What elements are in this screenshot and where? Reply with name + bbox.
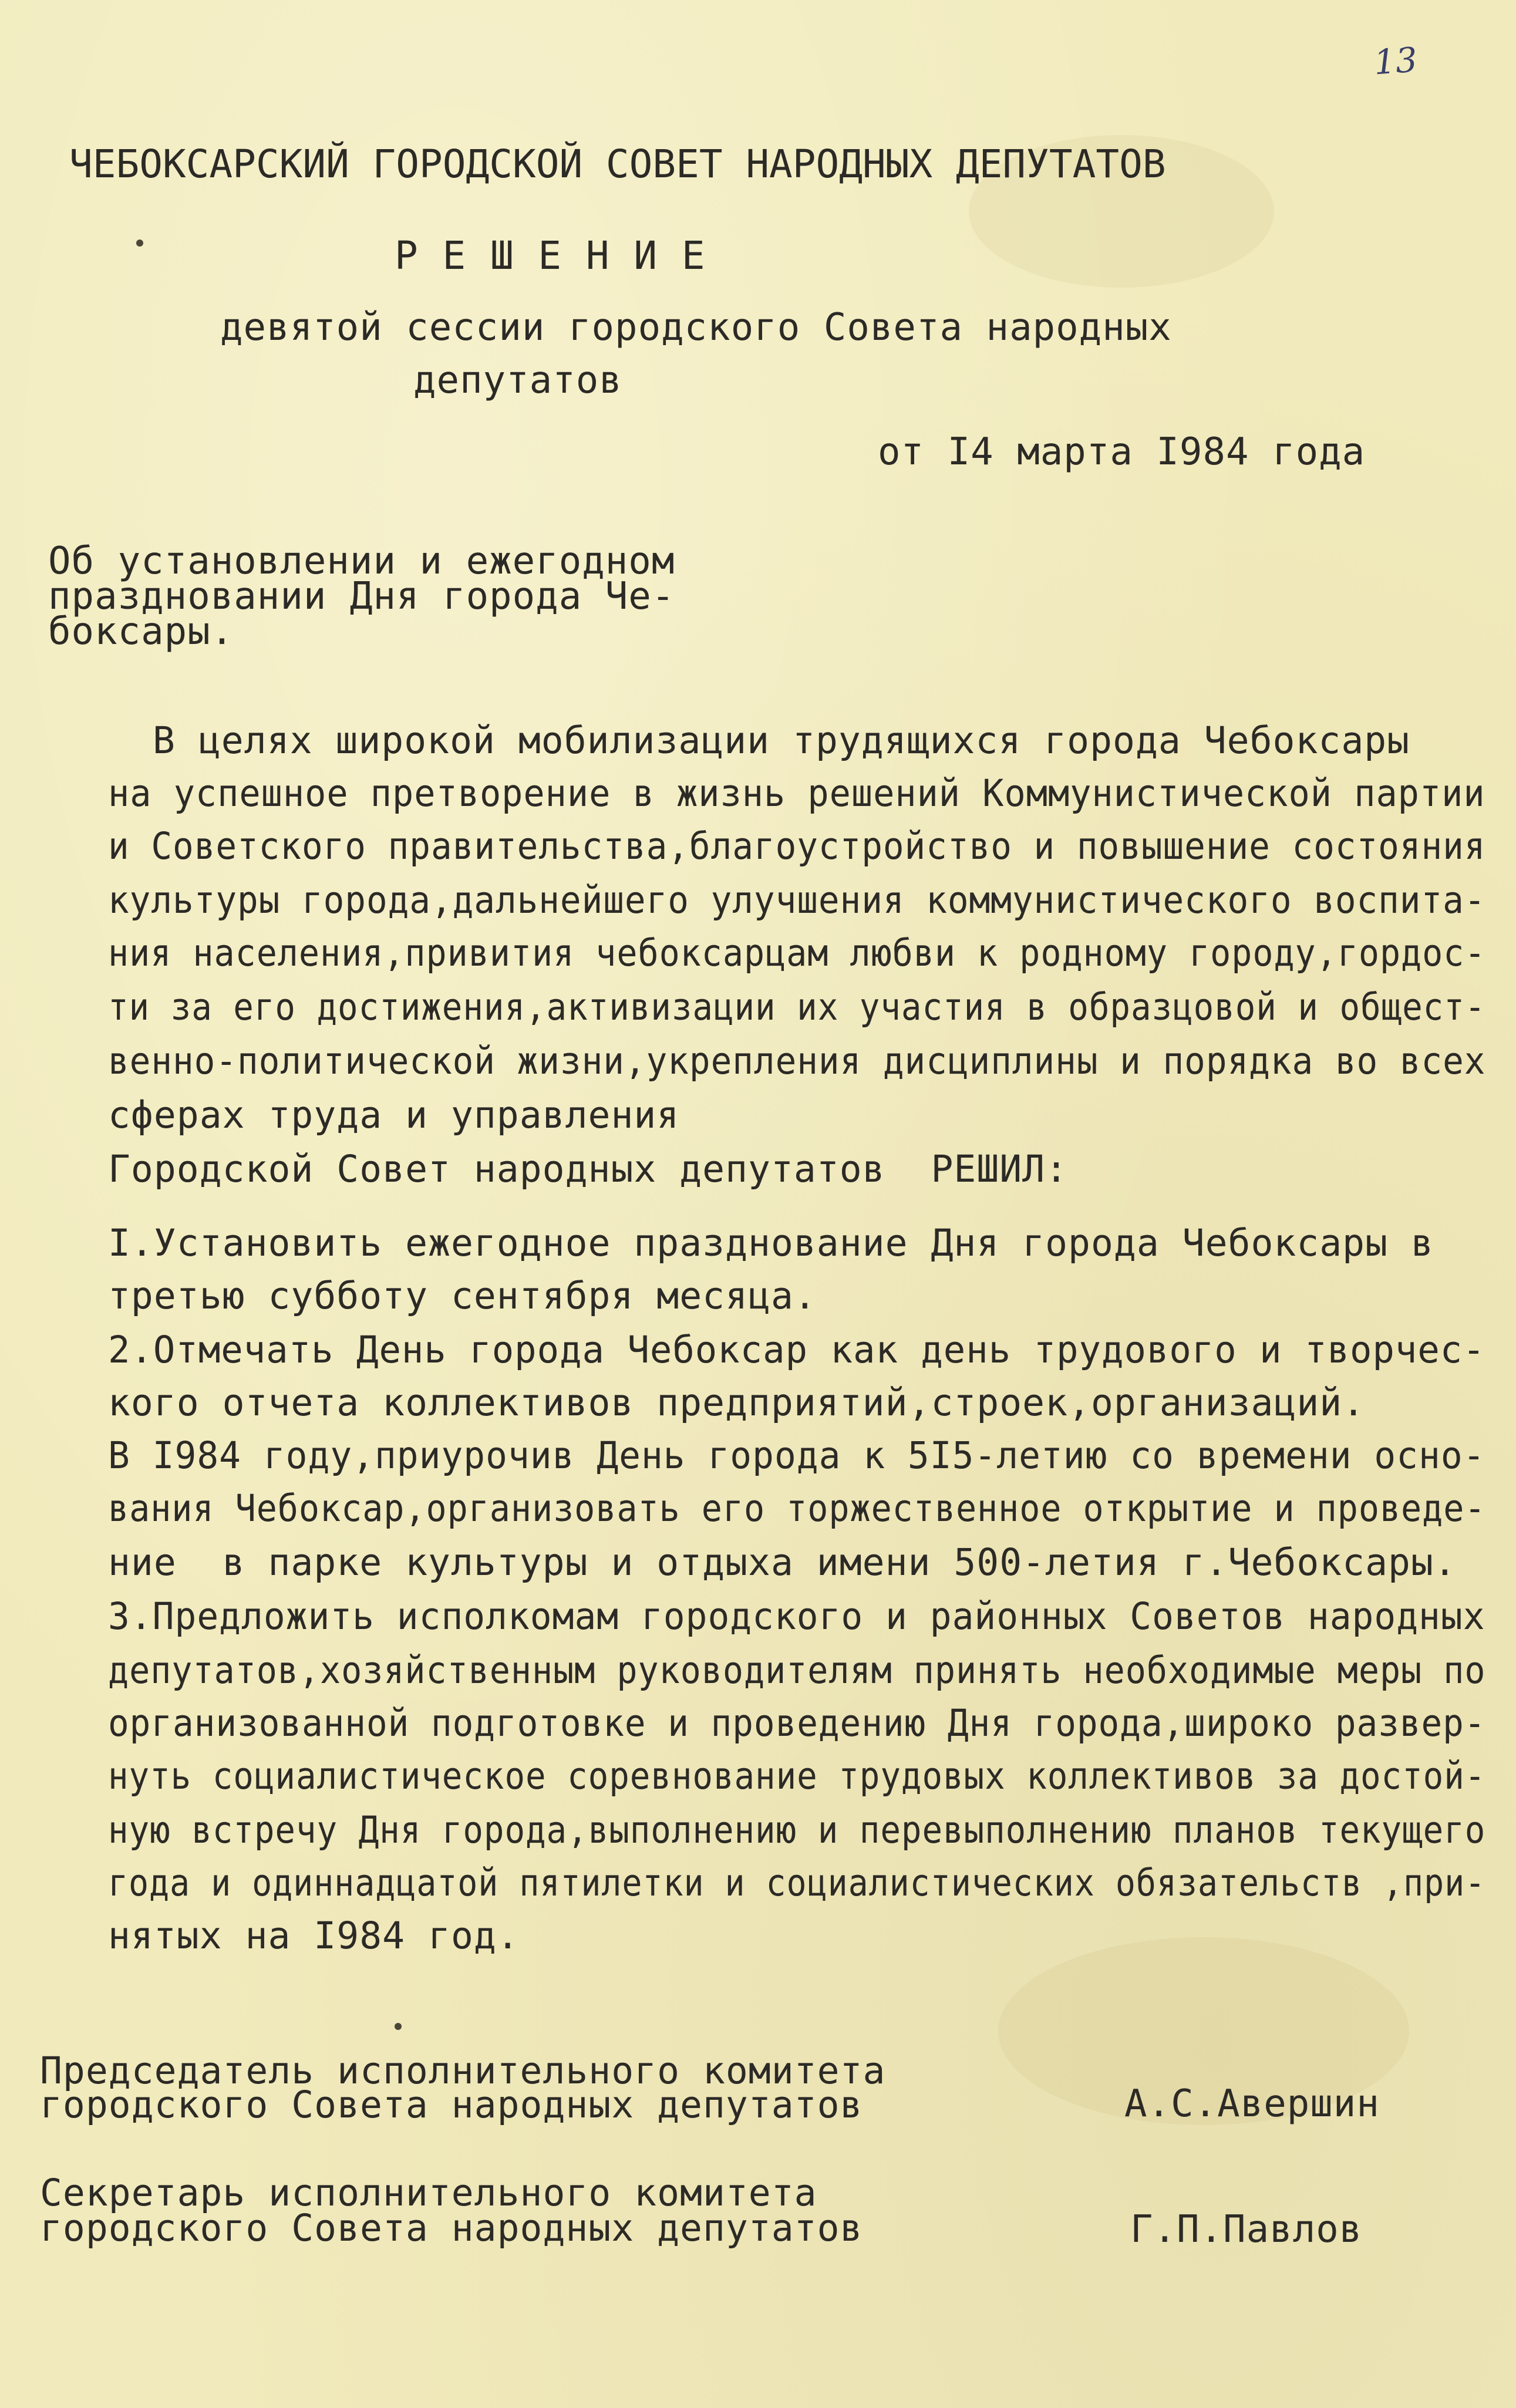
ink-dot (395, 2023, 402, 2030)
body-line: и Советского правительства,благоустройство и повышение состояния (108, 825, 1486, 868)
decision-item: вания Чебоксар,организовать его торжественное открытие и проведе- (108, 1487, 1486, 1530)
decision-item: депутатов,хозяйственным руководителям принять необходимые меры по (108, 1649, 1486, 1692)
signatory-title: городского Совета народных депутатов (40, 2207, 863, 2250)
body-line: на успешное претворение в жизнь решений Коммунистической партии (108, 772, 1485, 815)
decision-item: ние в парке культуры и отдыха имени 500-летия г.Чебоксары. (108, 1541, 1457, 1584)
decision-item: В I984 году,приурочив День города к 5I5-летию со времени осно- (108, 1434, 1485, 1477)
decision-item: третью субботу сентября месяца. (108, 1274, 817, 1317)
signatory-name: Г.П.Павлов (1130, 2208, 1363, 2251)
decision-statement: Городской Совет народных депутатов РЕШИЛ: (108, 1148, 1069, 1190)
session-subtitle-line: депутатов (413, 359, 622, 402)
subject-line: боксары. (48, 610, 234, 653)
subject-line: праздновании Дня города Че- (48, 575, 675, 618)
signatory-name: А.С.Авершин (1124, 2082, 1380, 2126)
decision-item: нуть социалистическое соревнование трудовых коллективов за достой- (108, 1755, 1486, 1797)
body-line: культуры города,дальнейшего улучшения коммунистического воспита- (108, 879, 1486, 922)
document-title: Р Е Ш Е Н И Е (395, 233, 706, 278)
signatory-title: Секретарь исполнительного комитета (40, 2171, 817, 2214)
subject-line: Об установлении и ежегодном (48, 539, 675, 583)
council-header: ЧЕБОКСАРСКИЙ ГОРОДСКОЙ СОВЕТ НАРОДНЫХ ДЕПУТАТОВ (69, 141, 1166, 187)
session-subtitle-line: девятой сессии городского Совета народных (220, 306, 1172, 349)
signatory-title: городского Совета народных депутатов (40, 2083, 863, 2126)
body-line: сферах труда и управления (108, 1094, 680, 1136)
page-number: 13 (1372, 39, 1419, 83)
decision-item: 2.Отмечать День города Чебоксар как день трудового и творчес- (108, 1328, 1485, 1371)
decision-item: организованной подготовке и проведению Дня города,широко развер- (108, 1702, 1486, 1745)
body-line: венно-политической жизни,укрепления дисциплины и порядка во всех (108, 1040, 1486, 1082)
ink-dot (136, 240, 143, 247)
body-line: В целях широкой мобилизации трудящихся города Чебоксары (153, 719, 1410, 762)
body-line: ти за его достижения,активизации их участия в образцовой и общест- (108, 986, 1486, 1028)
document-date: от I4 марта I984 года (878, 430, 1366, 474)
signatory-title: Председатель исполнительного комитета (40, 2049, 886, 2092)
decision-item: кого отчета коллективов предприятий,строек,организаций. (108, 1381, 1366, 1424)
decision-item: ную встречу Дня города,выполнению и перевыполнению планов текущего (108, 1809, 1486, 1851)
decision-item: года и одиннадцатой пятилетки и социалистических обязательств ,при- (108, 1861, 1486, 1904)
body-line: ния населения,привития чебоксарцам любви к родному городу,гордос- (108, 932, 1486, 974)
decision-item: 3.Предложить исполкомам городского и районных Советов народных (108, 1595, 1485, 1638)
decision-item: I.Установить ежегодное празднование Дня города Чебоксары в (108, 1222, 1434, 1264)
decision-item: нятых на I984 год. (108, 1914, 520, 1957)
